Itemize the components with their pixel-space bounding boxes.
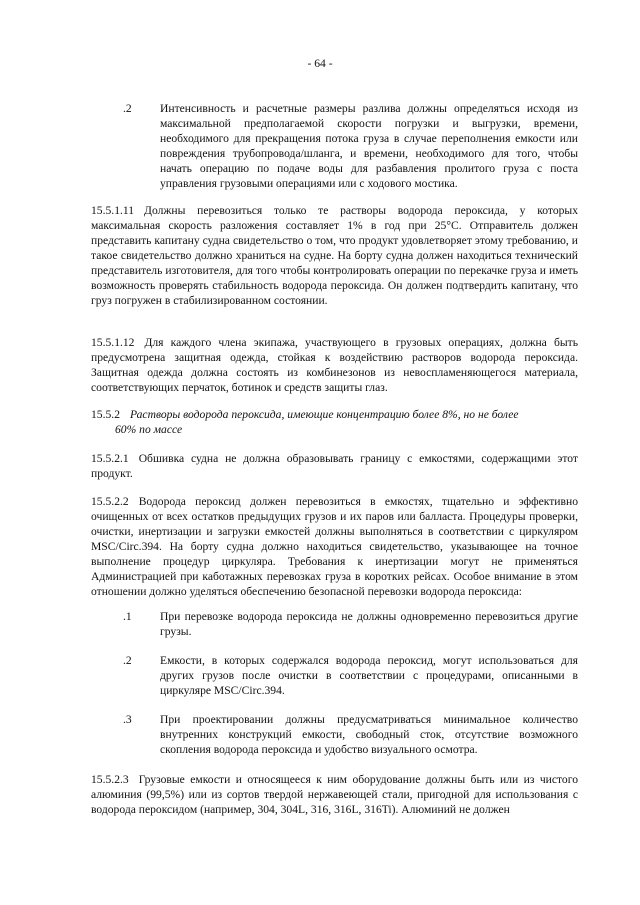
page-number: - 64 - — [307, 57, 333, 70]
section-heading-15-5-2 — [91, 407, 578, 437]
paragraph-number: 15.5.2.3 — [91, 773, 129, 786]
section-title-line2: 60% по массе — [115, 423, 183, 436]
section-title-line1: Растворы водорода пероксида, имеющие концентрацию более 8%, но не более — [129, 408, 519, 421]
paragraph-15-5-2-3 — [91, 772, 578, 817]
list-item-text: При проектировании должны предусматриваться минимальное количество внутренних конструкций емкости, свободный сток, отсутствие возможного скопления водорода пероксида и удобство визуального осмотра. — [160, 713, 578, 756]
item-text: Интенсивность и расчетные размеры разлива должны определяться исходя из максимальной предполагаемой скорости погрузки и выгрузки, времени, необходимого для прекращения потока груза в случае переполнения емкости или повреждения трубопровода/шланга, и времени, необходимого для того, чтобы начать операцию по подаче воды для разбавления пролитого груза с поста управления грузовыми операциями или с ходового мостика. — [160, 102, 578, 190]
paragraph-number: 15.5.1.12 — [91, 336, 135, 349]
paragraph-text: Для каждого члена экипажа, участвующего в грузовых операциях, должна быть предусмотрена защитная одежда, стойкая к воздействию растворов водорода пероксида. Защитная одежда должна состоять из комбинезонов из невоспламеняющегося материала, соответствующих перчаток, ботинок и средств защиты глаз. — [91, 336, 578, 394]
item-number: .2 — [123, 102, 132, 115]
list-item-number: .3 — [123, 713, 132, 726]
paragraph-text: Обшивка судна не должна образовывать границу с емкостями, содержащими этот продукт. — [91, 452, 578, 480]
list-item-number: .2 — [123, 654, 132, 667]
paragraph-number: 15.5.2.2 — [91, 495, 129, 508]
paragraph-text: Водорода пероксид должен перевозиться в емкостях, тщательно и эффективно очищенных от всех остатков предыдущих грузов и их паров или балласта. Процедуры проверки, очистки, инертизации и загрузки емкостей должны выполняться в соответствии с циркуляром MSC/Circ.394. На борту судна должно находиться свидетельство, указывающее на точное выполнение процедур циркуляра. Требования к инертизации могут не применяться Администрацией при каботажных перевозках груза в коротких рейсах. Особое внимание в этом отношении должно уделяться обеспечению безопасной перевозки водорода пероксида: — [91, 495, 578, 598]
list-item-text: При перевозке водорода пероксида не должны одновременно перевозиться другие грузы. — [160, 610, 578, 638]
section-number: 15.5.2 — [91, 408, 120, 421]
paragraph-15-5-1-11 — [91, 203, 578, 308]
list-item-number: .1 — [123, 610, 132, 623]
list-item-text: Емкости, в которых содержался водорода пероксид, могут использоваться для других грузов после очистки в соответствии с процедурами, описанными в циркуляре MSC/Circ.394. — [160, 654, 578, 697]
paragraph-number: 15.5.2.1 — [91, 452, 129, 465]
paragraph-text: Должны перевозиться только те растворы водорода пероксида, у которых максимальная скорость разложения составляет 1% в год при 25°C. Отправитель должен представить капитану судна свидетельство о том, что продукт удовлетворяет этому требованию, и такое свидетельство должно храниться на судне. На борту судна должен находиться технический представитель изготовителя, для того чтобы контролировать операции по перекачке груза и иметь возможность проверять стабильность водорода пероксида. Он должен подтвердить капитану, что груз погружен в стабилизированном состоянии. — [91, 204, 578, 307]
paragraph-15-5-2-1 — [91, 451, 578, 481]
paragraph-number: 15.5.1.11 — [91, 204, 135, 217]
paragraph-15-5-1-12 — [91, 335, 578, 395]
paragraph-15-5-2-2 — [91, 494, 578, 599]
paragraph-text: Грузовые емкости и относящееся к ним оборудование должны быть или из чистого алюминия (99,5%) или из сортов твердой нержавеющей стали, пригодной для использования с водорода пероксидом (например, 304, 304L, 316, 316L, 316Ti). Алюминий не должен — [91, 773, 578, 816]
